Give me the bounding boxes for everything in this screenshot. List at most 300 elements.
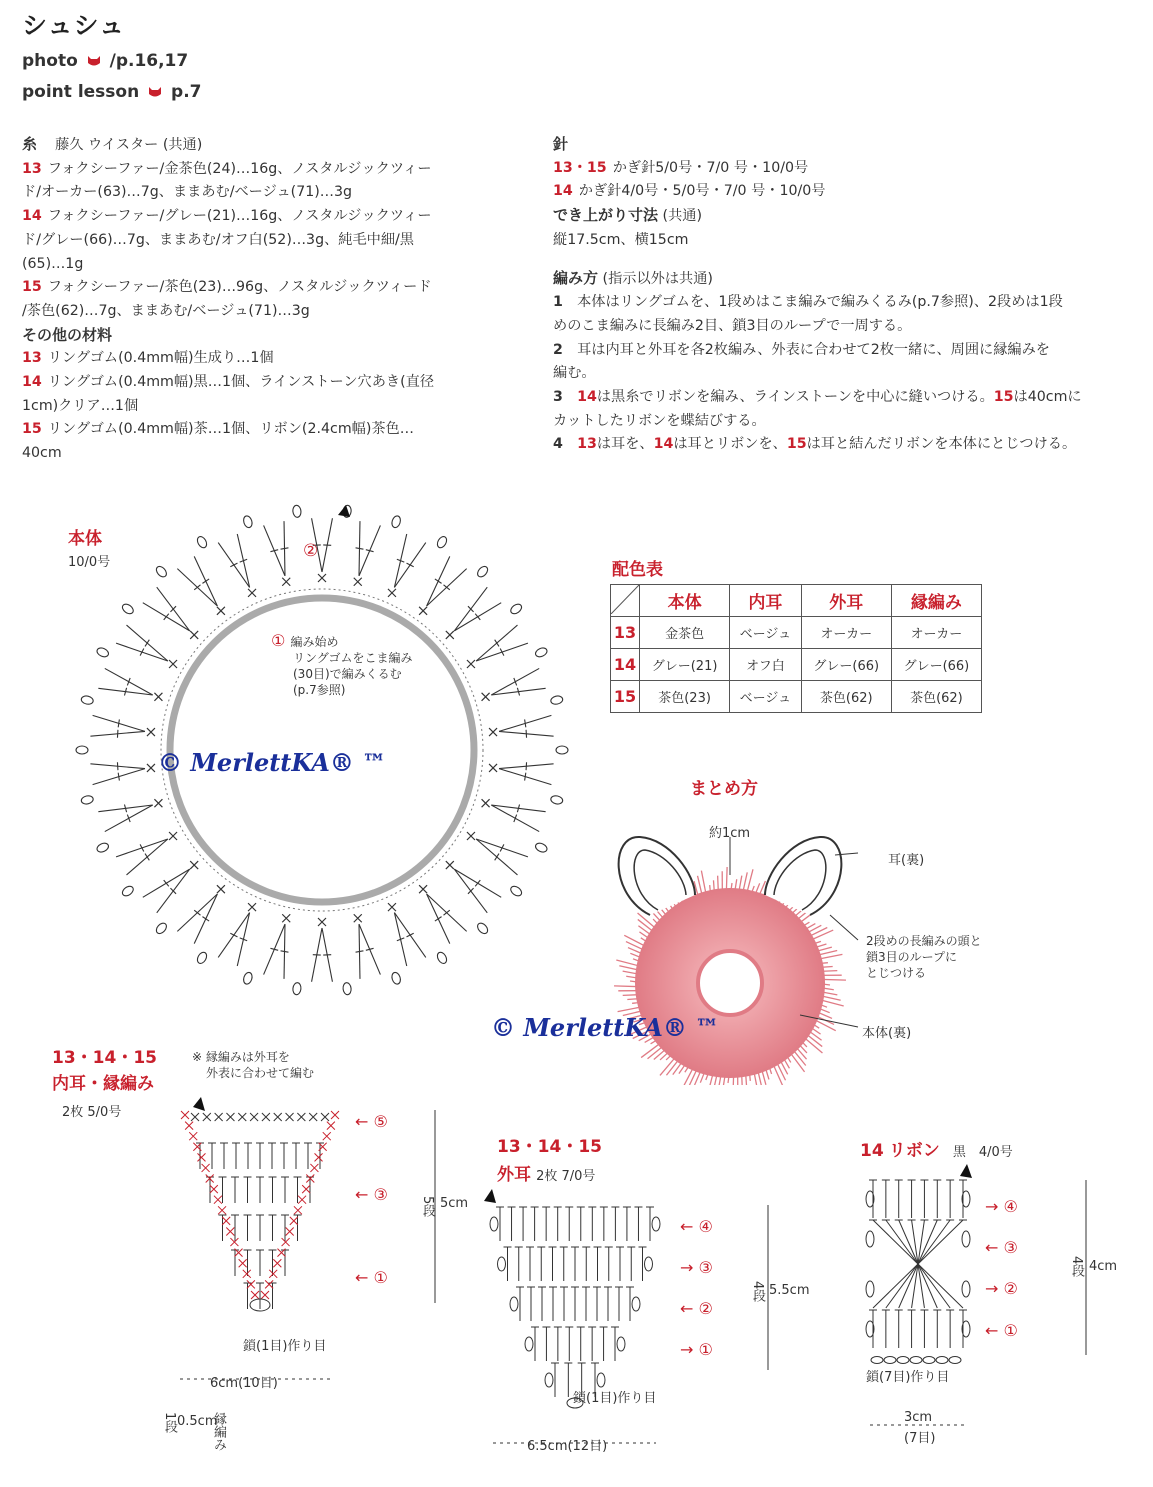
needle-heading: 針 [553, 135, 569, 153]
double-crochet-mark [230, 563, 237, 567]
item-text: リングゴム(0.4mm幅)黒…1個、ラインストーン穴あき(直径 [47, 374, 435, 391]
chain-loop-mark [436, 535, 449, 549]
edging-mark [273, 1259, 281, 1267]
chain-loop-mark [534, 646, 548, 658]
single-crochet-mark [248, 589, 256, 597]
column-header: 縁編み [891, 585, 981, 617]
edging-mark [265, 1280, 273, 1288]
attach-label: 2段めの長編みの頭と 鎖3目のループに とじつける [866, 934, 982, 980]
double-crochet-mark [281, 951, 289, 952]
body-chart-title: 本体 [68, 529, 102, 549]
chain-loop-mark [550, 695, 563, 705]
item-text: フォクシーファー/グレー(21)…16g、ノスタルジックツィー [47, 208, 432, 225]
chain-loop-mark [866, 1281, 874, 1297]
double-crochet-mark [145, 854, 149, 861]
start-arrow-icon [338, 505, 350, 517]
table-cell: ベージュ [730, 681, 802, 713]
single-crochet-mark [419, 607, 427, 615]
single-crochet-mark [419, 885, 427, 893]
outer-ear-chart [478, 1185, 788, 1445]
other-materials-list [22, 347, 532, 466]
list-item [22, 205, 532, 229]
chain-loop-mark [121, 602, 135, 616]
item-number: 13 [22, 350, 42, 367]
single-crochet-mark [147, 764, 155, 772]
single-crochet-mark [318, 918, 326, 926]
outer-ear-row3: → ③ [680, 1258, 713, 1277]
start-arrow-icon [484, 1189, 496, 1203]
item-text: かぎ針4/0号・5/0号・7/0 号・10/0号 [578, 183, 826, 200]
edging-mark [202, 1164, 210, 1172]
step-text: 本体はリングゴムを、1段めはこま編みで編みくるみ(p.7参照)、2段めは1段 [562, 294, 1063, 311]
single-crochet-mark [318, 574, 326, 582]
chain-mark [923, 1357, 935, 1364]
step-text: は黒糸でリボンを編み、ラインストーンを中心に縫いつける。 [596, 389, 994, 406]
outer-ear-width: 6.5cm(12目) [527, 1439, 608, 1454]
chain-loop-mark [652, 1217, 660, 1231]
single-crochet-mark [388, 589, 396, 597]
chain-loop-mark [121, 884, 135, 898]
double-crochet-mark [525, 719, 526, 727]
single-crochet-mark [154, 799, 162, 807]
edging-mark [251, 1291, 259, 1299]
single-crochet-mark [321, 1113, 329, 1121]
double-crochet-mark [495, 640, 499, 647]
item-number: 13 [22, 160, 42, 177]
outer-ear-rows: 4段 [750, 1281, 765, 1303]
single-crochet-mark [190, 631, 198, 639]
color-table-title: 配色表 [612, 560, 663, 580]
outer-ear-nums: 13・14・15 [497, 1137, 602, 1157]
method-heading: 編み方 (指示以外は共通) [553, 268, 713, 287]
edging-mark [302, 1185, 310, 1193]
table-cell: グレー(66) [891, 649, 981, 681]
single-crochet-mark [446, 861, 454, 869]
edging-mark [210, 1185, 218, 1193]
chain-loop-mark [597, 1373, 605, 1387]
ribbon-rows: 4段 [1069, 1256, 1084, 1278]
chain-loop-mark [391, 515, 402, 529]
list-item [22, 418, 532, 442]
edging-mark [181, 1111, 189, 1119]
table-row [611, 617, 982, 649]
single-crochet-mark [154, 693, 162, 701]
chain-mark [910, 1357, 922, 1364]
double-crochet-mark [356, 548, 364, 549]
single-crochet-mark [203, 1113, 211, 1121]
diagonal-line [611, 585, 639, 614]
list-item [22, 300, 532, 324]
single-crochet-mark [282, 578, 290, 586]
inner-ear-rows: 5段 [420, 1196, 435, 1218]
chain-loop-mark [556, 746, 568, 754]
step-text: 14 [653, 436, 674, 453]
list-item [22, 395, 532, 419]
chain-loop-mark [617, 1337, 625, 1351]
chain-loop-mark [962, 1231, 970, 1247]
chain-loop-mark [154, 921, 168, 935]
ribbon-row2: → ② [985, 1279, 1018, 1298]
item-text: 1cm)クリア…1個 [22, 397, 139, 414]
chain-loop-mark [509, 602, 523, 616]
point-lesson-reference: point lesson p.7 [22, 82, 202, 102]
double-crochet-mark [164, 880, 169, 886]
edging-mark [290, 1217, 298, 1225]
corner-cell [611, 585, 640, 617]
ribbon-row1: ← ① [985, 1321, 1018, 1340]
edging-mark [294, 1206, 302, 1214]
row-number: 15 [611, 681, 640, 713]
step-text: 2 [553, 341, 563, 358]
start-note: ① 編み始め リングゴムをこま編み (30目)で編みくるむ (p.7参照) [271, 631, 413, 697]
item-number: 14 [22, 374, 42, 391]
start-arrow-icon [960, 1164, 972, 1178]
watermark: © MerlettKA® ™ [158, 748, 387, 777]
edging-mark [331, 1111, 339, 1119]
double-crochet-mark [495, 854, 499, 861]
step-text: 耳は内耳と外耳を各2枚編み、外表に合わせて2枚一緒に、周囲に縁編みを [562, 341, 1050, 358]
item-text: ド/オーカー(63)…7g、ままあむ/ベージュ(71)…3g [22, 184, 353, 201]
step-text: 3 [553, 389, 563, 406]
double-crochet-mark [435, 579, 442, 583]
chain-loop-mark [498, 1257, 506, 1271]
item-number: 15 [22, 279, 42, 296]
instructions-column [553, 133, 1143, 457]
single-crochet-mark [467, 832, 475, 840]
single-crochet-mark [482, 799, 490, 807]
edging-mark [298, 1196, 306, 1204]
watermark: © MerlettKA® ™ [491, 1013, 720, 1042]
inner-ear-row5: ← ⑤ [355, 1112, 388, 1131]
edging-mark [218, 1206, 226, 1214]
chain-mark [936, 1357, 948, 1364]
double-crochet-mark [407, 933, 414, 937]
single-crochet-mark [191, 1113, 199, 1121]
row-number: 13 [611, 617, 640, 649]
single-crochet-mark [286, 1113, 294, 1121]
body-label: 本体(裏) [862, 1026, 912, 1041]
list-item [22, 276, 532, 300]
assembly-illustration [600, 815, 860, 1085]
outer-ear-row1: → ① [680, 1340, 713, 1359]
edging-mark [243, 1270, 251, 1278]
yarn-heading: 糸 藤久 ウイスター (共通) [22, 135, 203, 153]
ribbon-cm: 4cm [1089, 1259, 1118, 1274]
outer-ear-heading: 外耳 2枚 7/0号 [497, 1165, 596, 1185]
table-cell: 茶色(62) [891, 681, 981, 713]
cat-icon [148, 86, 162, 98]
ribbon-row3: ← ③ [985, 1238, 1018, 1257]
double-crochet-mark [873, 1220, 918, 1264]
chain-loop-mark [96, 646, 110, 658]
ribbon-width-sts: (7目) [904, 1431, 936, 1446]
chain-loop-mark [509, 884, 523, 898]
single-crochet-mark [446, 631, 454, 639]
double-crochet-mark [918, 1220, 963, 1264]
item-number: 14 [22, 208, 42, 225]
step-text: 13 [577, 436, 597, 453]
single-crochet-mark [482, 693, 490, 701]
step-text: 1 [553, 294, 563, 311]
inner-ear-width: 6cm(10目) [210, 1376, 278, 1391]
chain-loop-mark [510, 1297, 518, 1311]
chain-loop-mark [196, 535, 209, 549]
chain-loop-mark [96, 842, 110, 854]
round-2-marker: ② [303, 541, 319, 561]
double-crochet-mark [407, 563, 414, 567]
outer-ear-chain: 鎖(1目)作り目 [573, 1391, 657, 1406]
edging-mark [214, 1196, 222, 1204]
list-item [22, 158, 532, 182]
single-crochet-mark [282, 914, 290, 922]
double-crochet-mark [118, 719, 119, 727]
outer-ear-row4: ← ④ [680, 1217, 713, 1236]
double-crochet-mark [230, 933, 237, 937]
other-materials-heading: その他の材料 [22, 325, 113, 344]
size-heading: でき上がり寸法 (共通) [553, 206, 702, 225]
double-crochet-mark [873, 1264, 918, 1308]
cat-icon [87, 55, 101, 67]
method-step-line [553, 433, 1143, 457]
chain-loop-mark [534, 842, 548, 854]
edging-mark [226, 1227, 234, 1235]
edging-mark [323, 1132, 331, 1140]
double-crochet-mark [202, 579, 209, 583]
item-number: 14 [553, 183, 573, 200]
ear-label: 耳(裏) [888, 853, 925, 868]
table-cell: オーカー [891, 617, 981, 649]
single-crochet-mark [238, 1113, 246, 1121]
table-cell: ベージュ [730, 617, 802, 649]
chain-mark [949, 1357, 961, 1364]
list-item [553, 180, 1143, 204]
edging-mark [222, 1217, 230, 1225]
edging-mark [189, 1132, 197, 1140]
single-crochet-mark [297, 1113, 305, 1121]
edging-mark [327, 1122, 335, 1130]
needle-list [553, 157, 1143, 204]
edging-mark [247, 1280, 255, 1288]
single-crochet-mark [226, 1113, 234, 1121]
table-cell: オーカー [801, 617, 891, 649]
chain-loop-mark [525, 1337, 533, 1351]
list-item [22, 181, 532, 205]
table-row [611, 649, 982, 681]
list-item [22, 442, 532, 466]
table-cell: 金茶色 [640, 617, 730, 649]
single-crochet-mark [388, 903, 396, 911]
ribbon-heading: 14 リボン 黒 4/0号 [860, 1141, 1013, 1161]
attach-leader [830, 915, 858, 940]
inner-ear-chart [160, 1085, 469, 1415]
step-text: は耳を、 [596, 436, 654, 453]
method-steps [553, 291, 1143, 457]
stitch-diagram [181, 1111, 339, 1311]
list-item [22, 229, 532, 253]
approx-label: 約1cm [709, 826, 751, 841]
double-crochet-mark [145, 640, 149, 647]
column-header: 内耳 [730, 585, 802, 617]
chain-loop-mark [866, 1231, 874, 1247]
method-step-line [553, 291, 1143, 315]
double-crochet-mark [475, 880, 480, 886]
single-crochet-mark [354, 914, 362, 922]
method-step-line [553, 410, 1143, 434]
edging-mark [197, 1153, 205, 1161]
chain-loop-mark [242, 515, 253, 529]
chain-loop-mark [196, 951, 209, 965]
step-text: カットしたリボンを蝶結びする。 [553, 412, 766, 429]
step-text [563, 436, 577, 452]
chain-loop-mark [292, 505, 301, 518]
chain-loop-mark [76, 746, 88, 754]
step-text: 編む。 [553, 365, 596, 382]
double-crochet-mark [202, 917, 209, 921]
single-crochet-mark [217, 885, 225, 893]
table-cell: 茶色(23) [640, 681, 730, 713]
start-arrow-icon [193, 1097, 205, 1111]
chain-loop-mark [391, 971, 402, 985]
edging-mark [315, 1153, 323, 1161]
table-cell: グレー(66) [801, 649, 891, 681]
chain-loop-mark [81, 695, 94, 705]
method-step-line [553, 386, 1143, 410]
edge-label: 縁編み [211, 1412, 226, 1451]
chain-loop-mark [632, 1297, 640, 1311]
table-cell: 茶色(62) [801, 681, 891, 713]
inner-ear-title: 内耳・縁編み [52, 1074, 154, 1094]
chain-loop-mark [962, 1281, 970, 1297]
list-item [22, 347, 532, 371]
edge-rows: 1段 [162, 1412, 177, 1434]
size-text: 縦17.5cm、横15cm [553, 231, 689, 248]
single-crochet-mark [250, 1113, 258, 1121]
chain-loop-mark [645, 1257, 653, 1271]
list-item [22, 371, 532, 395]
single-crochet-mark [489, 728, 497, 736]
edging-mark [310, 1164, 318, 1172]
step-text: 4 [553, 436, 563, 453]
step-text: は耳と結んだリボンを本体にとじつける。 [806, 436, 1077, 453]
double-crochet-mark [918, 1264, 963, 1308]
step-text: 14 [577, 389, 597, 406]
step-text: は耳とリボンを、 [673, 436, 787, 453]
double-crochet-mark [356, 951, 364, 952]
materials-column [22, 133, 532, 466]
single-crochet-mark [169, 832, 177, 840]
photo-reference: photo /p.16,17 [22, 51, 189, 71]
method-step-line [553, 339, 1143, 363]
single-crochet-mark [190, 861, 198, 869]
single-crochet-mark [215, 1113, 223, 1121]
table-row [611, 681, 982, 713]
inner-ear-count: 2枚 5/0号 [62, 1105, 122, 1120]
double-crochet-mark [435, 917, 442, 921]
page-title: シュシュ [22, 11, 126, 40]
item-text: ド/グレー(66)…7g、ままあむ/オフ白(52)…3g、純毛中細/黒 [22, 231, 414, 248]
item-text: リングゴム(0.4mm幅)茶…1個、リボン(2.4cm幅)茶色… [47, 421, 414, 438]
table-cell: オフ白 [730, 649, 802, 681]
body-chart-hook: 10/0号 [68, 555, 111, 570]
single-crochet-mark [274, 1113, 282, 1121]
edging-mark [185, 1122, 193, 1130]
step-text [563, 389, 577, 405]
item-text: 40cm [22, 445, 62, 462]
step-text: は40cmに [1013, 389, 1082, 406]
ribbon-row4: → ④ [985, 1197, 1018, 1216]
item-text: かぎ針5/0号・7/0 号・10/0号 [612, 159, 809, 176]
chain-loop-mark [154, 565, 168, 579]
single-crochet-mark [262, 1113, 270, 1121]
single-crochet-mark [248, 903, 256, 911]
chain-loop-mark [490, 1217, 498, 1231]
table-cell: グレー(21) [640, 649, 730, 681]
chain-loop-mark [476, 921, 490, 935]
color-table [610, 584, 982, 713]
double-crochet-mark [118, 773, 119, 781]
inner-ear-chain: 鎖(1目)作り目 [243, 1339, 327, 1354]
single-crochet-mark [147, 728, 155, 736]
edging-mark [230, 1238, 238, 1246]
item-number: 13・15 [553, 159, 607, 176]
chain-mark [871, 1357, 883, 1364]
edging-mark [239, 1259, 247, 1267]
chain-loop-mark [242, 971, 253, 985]
item-text: /茶色(62)…7g、ままあむ/ベージュ(71)…3g [22, 302, 310, 319]
item-text: フォクシーファー/茶色(23)…96g、ノスタルジックツィード [47, 279, 432, 296]
chain-mark [884, 1357, 896, 1364]
single-crochet-mark [169, 660, 177, 668]
inner-ear-nums: 13・14・15 [52, 1048, 157, 1068]
ribbon-width: 3cm [904, 1410, 933, 1425]
inner-ear-row1: ← ① [355, 1268, 388, 1287]
color-table-header [611, 585, 982, 617]
item-number: 15 [22, 421, 42, 438]
step-text: めのこま編みに長編み2目、鎖3目のループで一周する。 [553, 317, 912, 334]
single-crochet-mark [467, 660, 475, 668]
yarn-list [22, 158, 532, 324]
list-item [553, 157, 1143, 181]
single-crochet-mark [354, 578, 362, 586]
assembly-title: まとめ方 [690, 779, 758, 799]
chain-loop-mark [476, 565, 490, 579]
method-step-line [553, 315, 1143, 339]
inner-ear-cm: 5cm [440, 1196, 469, 1211]
outer-ear-row2: ← ② [680, 1299, 713, 1318]
chain-loop-mark [292, 982, 301, 995]
chain-mark [897, 1357, 909, 1364]
chain-loop-mark [550, 795, 563, 805]
inner-ear-row3: ← ③ [355, 1185, 388, 1204]
column-header: 本体 [640, 585, 730, 617]
single-crochet-mark [309, 1113, 317, 1121]
row-number: 14 [611, 649, 640, 681]
outer-ear-cm: 5.5cm [769, 1283, 810, 1298]
single-crochet-mark [217, 607, 225, 615]
edging-mark [261, 1291, 269, 1299]
stitch-diagram [490, 1207, 660, 1408]
list-item [22, 253, 532, 277]
edging-mark [286, 1227, 294, 1235]
double-crochet-mark [525, 773, 526, 781]
item-text: リングゴム(0.4mm幅)生成り…1個 [47, 350, 274, 367]
edging-mark [269, 1270, 277, 1278]
chain-loop-mark [545, 1373, 553, 1387]
double-crochet-mark [475, 614, 480, 620]
column-header: 外耳 [801, 585, 891, 617]
edge-cm: 0.5cm [177, 1414, 218, 1429]
method-step-line [553, 362, 1143, 386]
